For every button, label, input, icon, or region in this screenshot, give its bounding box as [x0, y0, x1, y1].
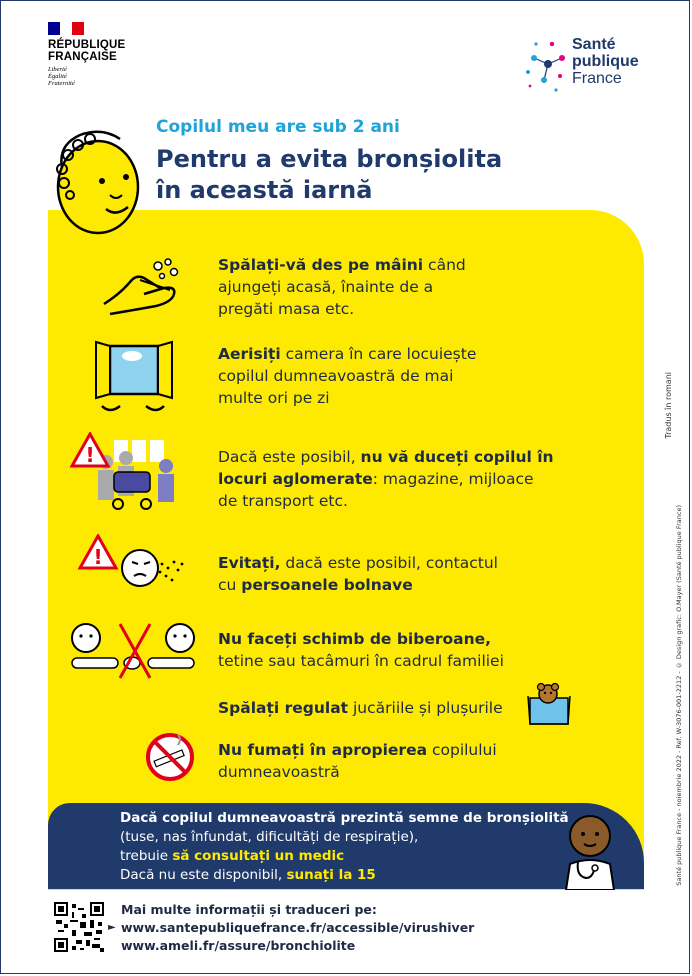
tip-ventilate: Aerisiți camera în care locuiește copilul dumneavoastră de mai multe ori pe zi — [218, 345, 477, 407]
credits-note: Santé publique France - noiembrie 2022 - Ref. W-3076-001-2212 - © Design grafic: O.Mayer (Santé publique France) — [675, 505, 683, 886]
warning-line2: (tuse, nas înfundat, dificultăți de respirație), — [120, 829, 419, 845]
subtitle: Copilul meu are sub 2 ani — [156, 117, 400, 137]
arrow-icon: ► — [108, 922, 116, 933]
spf-line1: Santé — [572, 36, 616, 53]
tip-wash-toys: Spălați regulat jucăriile și plușurile — [218, 699, 503, 717]
rf-name-line2: FRANÇAISE — [48, 51, 117, 63]
rf-motto-1: Liberté — [48, 66, 67, 73]
more-info — [108, 901, 474, 955]
tip-wash-hands: Spălați-vă des pe mâini când ajungeți acasă, înainte de a pregăti masa etc. — [218, 256, 466, 318]
sante-publique-france-logo — [522, 36, 662, 98]
warning-box — [48, 803, 644, 889]
warning-line3: trebuie să consultați un medic — [120, 848, 345, 864]
tip-avoid-crowds: Dacă este posibil, nu vă duceți copilul în locuri aglomerate: magazine, mijloace de transport etc. — [218, 448, 554, 510]
no-smoking-icon — [144, 731, 196, 783]
svg-text:!: ! — [85, 443, 95, 467]
toy-in-water-icon — [526, 680, 572, 726]
open-window-icon — [92, 340, 176, 416]
title-line1: Pentru a evita bronșiolita — [156, 145, 503, 173]
spf-line3: France — [572, 70, 622, 87]
link-ameli[interactable]: www.ameli.fr/assure/bronchiolite — [121, 938, 356, 953]
rf-motto-2: Égalité — [48, 73, 67, 80]
rf-name-line1: RÉPUBLIQUE — [48, 39, 126, 51]
rf-motto-3: Fraternité — [48, 80, 75, 87]
republique-francaise-logo — [48, 22, 125, 87]
no-sharing-bottles-icon — [66, 620, 200, 680]
spf-dots-icon — [522, 36, 572, 98]
hand-washing-icon — [100, 254, 182, 320]
more-info-title: Mai multe informații și traduceri pe: — [121, 902, 377, 917]
warning-line1: Dacă copilul dumneavoastră prezintă semne de bronșiolită — [120, 810, 569, 826]
title-line2: în această iarnă — [156, 176, 373, 204]
tip-avoid-sick-people: Evitați, dacă este posibil, contactul cu persoanele bolnave — [218, 554, 498, 594]
doctor-icon — [562, 812, 618, 890]
qr-code[interactable] — [54, 902, 104, 952]
tip-no-smoking: Nu fumați în apropierea copilului dumneavoastră — [218, 741, 497, 781]
french-flag-icon — [48, 22, 84, 35]
warning-line4: Dacă nu este disponibil, sunați la 15 — [120, 867, 376, 883]
sick-person-warning-icon — [78, 534, 186, 590]
page-title — [156, 144, 502, 206]
svg-text:!: ! — [93, 545, 103, 569]
link-santepubliquefrance[interactable]: www.santepubliquefrance.fr/accessible/virushiver — [121, 920, 475, 935]
spf-line2: publique — [572, 53, 639, 70]
translated-note: Tradus în romani — [664, 372, 673, 439]
tip-no-sharing-bottles: Nu faceți schimb de biberoane, tetine sau tacâmuri în cadrul familiei — [218, 630, 504, 670]
crowd-warning-icon — [70, 432, 186, 514]
baby-face-icon — [40, 125, 146, 243]
